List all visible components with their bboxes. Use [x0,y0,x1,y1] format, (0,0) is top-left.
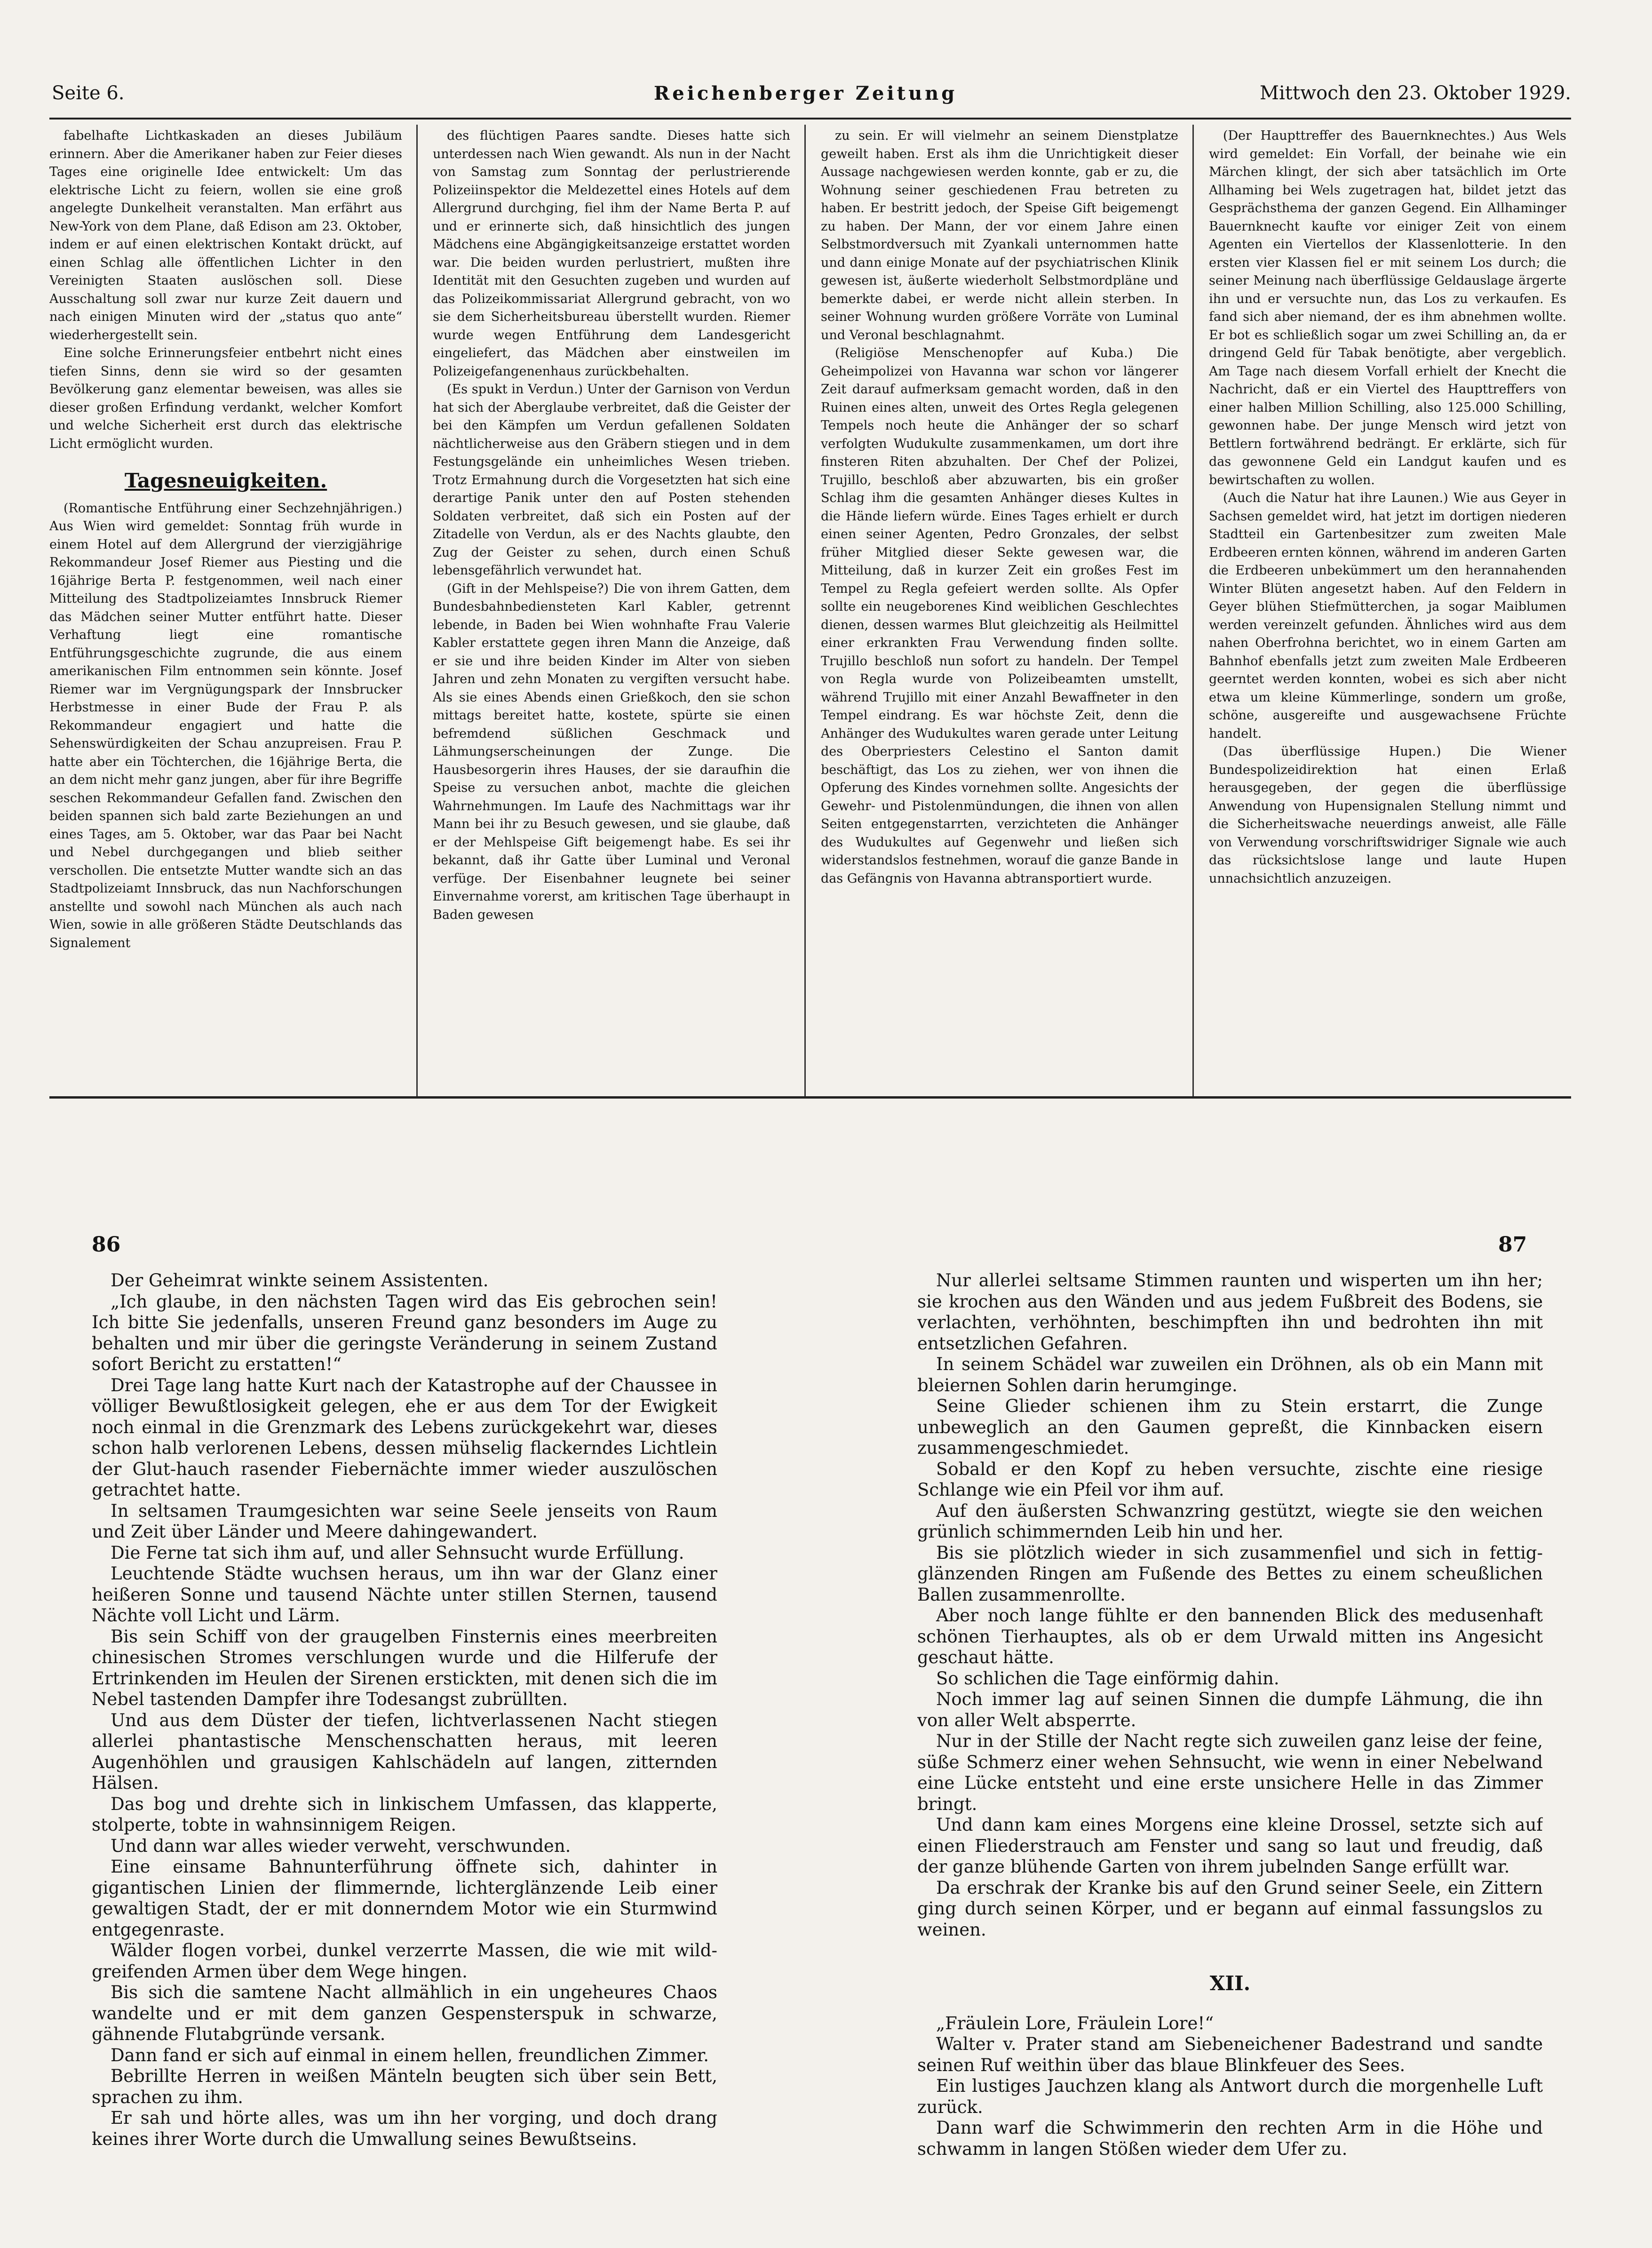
article-paragraph: fabelhafte Lichtkaskaden an dieses Jubiläum erinnern. Aber die Amerikaner haben zur Feier dieses Tages eine originelle Idee entwickelt: Um das elektrische Licht zu feiern, wollen sie eine groß angelegte Dunkelheit veranstalten. Man erfährt aus New-York von dem Plane, daß Edison am 23. Oktober, indem er auf einen elektrischen Kontakt drückt, auf einen Schlag alle öffentlichen Lichter in den Vereinigten Staaten auslöschen soll. Diese Ausschaltung soll zwar nur kurze Zeit dauern und nach einigen Minuten wird der „status quo ante“ wiederhergestellt sein. [49,128,402,343]
masthead: Reichenberger Zeitung [654,82,958,104]
book-page-number-left: 86 [92,1233,121,1257]
book-paragraph: Nur allerlei seltsame Stimmen raunten und wisperten um ihn her; sie krochen aus den Wänden und aus jedem Fußbreit des Bodens, sie verlachten, verhöhnten, beschimpften ihn und bedrohten ihn mit entsetzlichen Gefahren. [917,1270,1543,1354]
book-paragraph: Walter v. Prater stand am Siebeneichener Badestrand und sandte seinen Ruf weithin über das blaue Blinkfeuer des Sees. [917,2034,1543,2075]
header-rule [49,118,1571,120]
article-paragraph: (Gift in der Mehlspeise?) Die von ihrem Gatten, dem Bundesbahnbediensteten Karl Kabler, getrennt lebende, in Baden bei Wien wohnhafte Frau Valerie Kabler erstattete gegen ihren Mann die Anzeige, daß er sie und ihre beiden Kinder im Alter von sieben Jahren und zehn Monaten zu vergiften versucht habe. Als sie eines Abends einen Grießkoch, den sie schon mittags bereitet hatte, kostete, spürte sie einen befremdend süßlichen Geschmack und Lähmungserscheinungen der Zunge. Die Hausbesorgerin ihres Hauses, der sie daraufhin die Speise zu versuchen anbot, machte die gleichen Wahrnehmungen. Im Laufe des Nachmittags war ihr Mann bei ihr zu Besuch gewesen, und sie glaube, daß er der Mehlspeise Gift beigemengt habe. Es sei ihr bekannt, daß ihr Gatte über Luminal und Veronal verfüge. Der Eisenbahner leugnete bei seiner Einvernahme vorerst, am kritischen Tage überhaupt in Baden gewesen [433,581,790,922]
book-page-number-right: 87 [1498,1233,1527,1257]
newspaper-column-2 [433,127,790,1092]
book-paragraph: „Fräulein Lore, Fräulein Lore!“ [936,2013,1214,2033]
newspaper-header [47,82,1571,115]
article-paragraph: (Das überflüssige Hupen.) Die Wiener Bundespolizeidirektion hat einen Erlaß herausgegeben, der gegen die überflüssige Anwendung von Hupensignalen Stellung nimmt und die Sicherheitswache neuerdings anweist, alle Fälle von Verwendung vorschriftswidriger Signale wie auch das rücksichtslose lange und laute Hupen unnachsichtlich anzuzeigen. [1209,744,1566,886]
book-paragraph: Ein lustiges Jauchzen klang als Antwort durch die morgenhelle Luft zurück. [917,2076,1543,2117]
book-paragraph: Bebrillte Herren in weißen Mänteln beugten sich über sein Bett, sprachen zu ihm. [92,2066,717,2107]
book-paragraph: In seinem Schädel war zuweilen ein Dröhnen, als ob ein Mann mit bleiernen Sohlen darin herumginge. [917,1354,1543,1395]
book-paragraph: Auf den äußersten Schwanzring gestützt, wiegte sie den weichen grünlich schimmernden Leib hin und her. [917,1500,1543,1542]
book-page-left [92,1270,717,2202]
column-divider [1192,125,1194,1096]
book-paragraph: Drei Tage lang hatte Kurt nach der Katastrophe auf der Chaussee in völliger Bewußtlosigkeit gelegen, ehe er aus dem Tor der Ewigkeit noch einmal in die Grenzmark des Lebens zurückgekehrt war, dieses schon halb verlorenen Lebens, dessen mühselig flackerndes Lichtlein der Glut-hauch rasender Fiebernächte immer wieder auszulöschen getrachtet hatte. [92,1375,717,1500]
book-paragraph: Die Ferne tat sich ihm auf, und aller Sehnsucht wurde Erfüllung. [111,1542,684,1563]
book-paragraph: Bis sich die samtene Nacht allmählich in ein ungeheures Chaos wandelte und er mit dem ganzen Gespensterspuk in schwarze, gähnende Flutabgründe versank. [92,1982,717,2044]
article-paragraph: (Der Haupttreffer des Bauernknechtes.) Aus Wels wird gemeldet: Ein Vorfall, der beinahe wie ein Märchen klingt, der sich aber tatsächlich im Orte Allhaming bei Wels zugetragen hat, bildet jetzt das Gesprächsthema der ganzen Gegend. Ein Allhaminger Bauernknecht kaufte vor einiger Zeit von einem Agenten ein Viertellos der Klassenlotterie. In den ersten vier Klassen fiel er mit seinem Los durch; die seiner Meinung nach überflüssige Geldauslage ärgerte ihn und er versuchte nun, das Los zu verkaufen. Es fand sich aber niemand, der es ihm abnehmen wollte. Er bot es schließlich sogar um zwei Schilling an, da er dringend Geld für Tabak benötigte, aber vergeblich. Am Tage nach diesem Vorfall erhielt der Knecht die Nachricht, daß er ein Viertel des Haupttreffers von einer halben Million Schilling, also 125.000 Schilling, gewonnen habe. Der junge Mensch wird jetzt von Bettlern fortwährend bedrängt. Er erklärte, sich für das gewonnene Geld ein Landgut kaufen und es bewirtschaften zu wollen. [1209,128,1566,487]
book-paragraph: Eine einsame Bahnunterführung öffnete sich, dahinter in gigantischen Linien der flimmernde, lichterglänzende Leib einer gewaltigen Stadt, der er mit donnerndem Motor wie ein Sturmwind entgegenraste. [92,1857,717,1940]
book-paragraph: Aber noch lange fühlte er den bannenden Blick des medusenhaft schönen Tierhauptes, als ob er dem Urwald mitten ins Angesicht geschaut hätte. [917,1605,1543,1667]
book-paragraph: Bis sie plötzlich wieder in sich zusammenfiel und sich in fettig-glänzenden Ringen am Fußende des Bettes zu einem scheußlichen Ballen zusammenrollte. [917,1542,1543,1605]
column-divider [416,125,418,1096]
newspaper-bottom-rule [49,1096,1571,1099]
book-paragraph: So schlichen die Tage einförmig dahin. [936,1668,1279,1689]
article-paragraph: (Es spukt in Verdun.) Unter der Garnison von Verdun hat sich der Aberglaube verbreitet, daß die Geister der bei den Kämpfen um Verdun gefallenen Soldaten nächtlicherweise aus den Gräbern stiegen und in dem Festungsgelände ein unheimliches Wesen trieben. Trotz Ermahnung durch die Vorgesetzten hat sich eine derartige Panik unter den auf Posten stehenden Soldaten verbreitet, daß sich ein Posten auf der Zitadelle von Verdun, als er des Nachts glaubte, den Zug der Geister zu sehen, durch einen Schuß lebensgefährlich verwundet hat. [433,382,790,578]
book-paragraph: Da erschrak der Kranke bis auf den Grund seiner Seele, ein Zittern ging durch seinen Körper, und er begann auf einmal fassungslos zu weinen. [917,1877,1543,1940]
issue-date: Mittwoch den 23. Oktober 1929. [1260,82,1571,104]
book-paragraph: Das bog und drehte sich in linkischem Umfassen, das klapperte, stolperte, tobte in wahnsinnigem Reigen. [92,1794,717,1835]
article-paragraph: Eine solche Erinnerungsfeier entbehrt nicht eines tiefen Sinns, denn sie wird so der gesamten Bevölkerung ganz elementar beweisen, was alles sie dieser großen Erfindung verdankt, welcher Komfort und welche Sicherheit erst durch das elektrische Licht ermöglicht wurden. [49,346,402,451]
book-paragraph: Der Geheimrat winkte seinem Assistenten. [111,1270,489,1291]
book-paragraph: Leuchtende Städte wuchsen heraus, um ihn war der Glanz einer heißeren Sonne und tausend Nächte unter stillen Sternen, tausend Nächte voll Licht und Lärm. [92,1563,717,1626]
book-paragraph: Und dann war alles wieder verweht, verschwunden. [111,1835,571,1856]
book-paragraph: Dann fand er sich auf einmal in einem hellen, freundlichen Zimmer. [111,2045,709,2065]
article-paragraph: zu sein. Er will vielmehr an seinem Dienstplatze geweilt haben. Erst als ihm die Unrichtigkeit dieser Aussage nachgewiesen werden konnte, gab er zu, die Wohnung seiner geschiedenen Frau betreten zu haben. Er bestritt jedoch, der Speise Gift beigemengt zu haben. Der Mann, der vor einem Jahre einen Selbstmordversuch mit Zyankali unternommen hatte und dann einige Monate auf der psychiatrischen Klinik gewesen ist, äußerte wiederholt Selbstmordpläne und bemerkte dabei, er werde nicht allein sterben. In seiner Wohnung wurden größere Vorräte von Luminal und Veronal beschlagnahmt. [821,128,1178,343]
article-paragraph: (Religiöse Menschenopfer auf Kuba.) Die Geheimpolizei von Havanna war schon vor längerer Zeit darauf aufmerksam gemacht worden, daß in den Ruinen eines alten, unweit des Ortes Regla gelegenen Tempels noch heute die Anhänger der so scharf verfolgten Wudukulte zusammenkamen, um dort ihre finsteren Riten abzuhalten. Der Chef der Polizei, Trujillo, beschloß aber abzuwarten, bis ein großer Schlag ihm die gesamten Anhänger dieses Kultes in die Hände liefern würde. Eines Tages erhielt er durch einen seiner Agenten, Pedro Gronzales, der selbst früher Mitglied dieser Sekte gewesen war, die Mitteilung, daß in kurzer Zeit ein großes Fest im Tempel zu Regla gefeiert werden sollte. Als Opfer sollte ein neugeborenes Kind weiblichen Geschlechtes dienen, dessen warmes Blut gleichzeitig als Heilmittel einer erkrankten Frau Verwendung finden sollte. Trujillo beschloß nun sofort zu handeln. Der Tempel von Regla wurde von Polizeibeamten umstellt, während Trujillo mit einer Anzahl Bewaffneter in den Tempel eindrang. Es war höchste Zeit, denn die Anhänger des Wudukultes waren gerade unter Leitung des Oberpriesters Celestino el Santon damit beschäftigt, das Los zu ziehen, wer von ihnen die Opferung des Kindes vornehmen sollte. Angesichts der Gewehr- und Pistolenmündungen, die ihnen von allen Seiten entgegenstarrten, verzichteten die Anhänger des Wudukultes auf Gegenwehr und ließen sich widerstandslos festnehmen, worauf die ganze Bande in das Gefängnis von Havanna abtransportiert wurde. [821,346,1178,886]
article-paragraph: (Auch die Natur hat ihre Launen.) Wie aus Geyer in Sachsen gemeldet wird, hat jetzt im dortigen niederen Stadtteil ein Gartenbesitzer zum zweiten Male Erdbeeren ernten können, während im anderen Garten die Erdbeeren unbekümmert um den herannahenden Winter Blüten angesetzt haben. Auf den Feldern in Geyer blühen Stiefmütterchen, ja sogar Maiblumen werden vereinzelt gefunden. Ähnliches wird aus dem nahen Oberfrohna berichtet, wo in einem Garten am Bahnhof ebenfalls jetzt zum zweiten Male Erdbeeren geerntet werden konnten, wobei es sich aber nicht etwa um kleine Kümmerlinge, sondern um große, schöne, ausgereifte und ausgewachsene Früchte handelt. [1209,491,1566,741]
book-paragraph: Nur in der Stille der Nacht regte sich zuweilen ganz leise der feine, süße Schmerz einer wehen Sehnsucht, wie wenn in einer Nebelwand eine Lücke entsteht und eine erste unsichere Helle in das Zimmer bringt. [917,1731,1543,1814]
article-paragraph: (Romantische Entführung einer Sechzehnjährigen.) Aus Wien wird gemeldet: Sonntag früh wurde in einem Hotel auf dem Allergrund der vierzigjährige Rekommandeur Josef Riemer aus Piesting und die 16jährige Berta P. festgenommen, weil nach einer Mitteilung des Stadtpolizeiamtes Innsbruck Riemer das Mädchen seiner Mutter entführt hatte. Dieser Verhaftung liegt eine romantische Entführungsgeschichte zugrunde, die aus einem amerikanischen Film entnommen sein könnte. Josef Riemer war im Vergnügungspark der Innsbrucker Herbstmesse in einer Bude der Frau P. als Rekommandeur engagiert und hatte die Sehenswürdigkeiten der Schau anzupreisen. Frau P. hatte aber ein Töchterchen, die 16jährige Berta, die an dem nicht mehr ganz jungen, aber für ihre Begriffe seschen Rekommandeur Gefallen fand. Zwischen den beiden spannen sich bald zarte Beziehungen an und eines Tages, am 5. Oktober, war das Paar bei Nacht und Nebel durchgegangen und blieb seither verschollen. Die entsetzte Mutter wandte sich an das Stadtpolizeiamt Innsbruck, das nun Nachforschungen anstellte und sowohl nach München als auch nach Wien, sowie in alle größeren Städte Deutschlands das Signalement [49,501,402,950]
newspaper-column-3 [821,127,1178,1092]
book-paragraph: Dann warf die Schwimmerin den rechten Arm in die Höhe und schwamm in langen Stößen wieder dem Ufer zu. [917,2118,1543,2159]
book-paragraph: Seine Glieder schienen ihm zu Stein erstarrt, die Zunge unbeweglich an den Gaumen gepreßt, die Kinnbacken eisern zusammengeschmiedet. [917,1396,1543,1458]
book-page-right [917,1270,1543,2202]
book-paragraph: Wälder flogen vorbei, dunkel verzerrte Massen, die wie mit wild-greifenden Armen über dem Wege hingen. [92,1940,717,1982]
book-paragraph: Und dann kam eines Morgens eine kleine Drossel, setzte sich auf einen Fliederstrauch am Fenster und sang so laut und freudig, daß der ganze blühende Garten von ihrem jubelnden Sange erfüllt war. [917,1815,1543,1877]
book-paragraph: Er sah und hörte alles, was um ihn her vorging, und doch drang keines ihrer Worte durch die Umwallung seines Bewußtseins. [92,2108,717,2149]
article-paragraph: des flüchtigen Paares sandte. Dieses hatte sich unterdessen nach Wien gewandt. Als nun in der Nacht von Samstag zum Sonntag der perlustrierende Polizeiinspektor die Meldezettel eines Hotels auf dem Allergrund durchging, fiel ihm der Name Berta P. auf und er erinnerte sich, daß hinsichtlich des jungen Mädchens eine Abgängigkeitsanzeige erstattet worden war. Die beiden wurden perlustriert, mußten ihre Identität mit den Gesuchten zugeben und wurden auf das Polizeikommissariat Allergrund gebracht, von wo sie dem Sicherheitsbureau überstellt wurden. Riemer wurde wegen Entführung dem Landesgericht eingeliefert, das Mädchen aber einstweilen im Polizeigefangenenhaus zurückbehalten. [433,128,790,379]
newspaper-column-4 [1209,127,1566,1092]
book-paragraph: Und aus dem Düster der tiefen, lichtverlassenen Nacht stiegen allerlei phantastische Menschenschatten heraus, mit leeren Augenhöhlen und grausigen Kahlschädeln auf langen, zitternden Hälsen. [92,1710,717,1793]
chapter-heading: XII. [1209,1972,1251,1995]
column-divider [804,125,806,1096]
book-paragraph: „Ich glaube, in den nächsten Tagen wird das Eis gebrochen sein! Ich bitte Sie jedenfalls, unseren Freund ganz besonders im Auge zu behalten und mir über die geringste Veränderung in seinem Zustand sofort Bericht zu erstatten!“ [92,1291,717,1374]
book-paragraph: In seltsamen Traumgesichten war seine Seele jenseits von Raum und Zeit über Länder und Meere dahingewandert. [92,1500,717,1542]
page-label: Seite 6. [52,82,125,104]
book-paragraph: Sobald er den Kopf zu heben versuchte, zischte eine riesige Schlange wie ein Pfeil vor ihm auf. [917,1459,1543,1500]
book-paragraph: Bis sein Schiff von der graugelben Finsternis eines meerbreiten chinesischen Stromes verschlungen wurde und die Hilferufe der Ertrinkenden im Heulen der Sirenen erstickten, mit denen sich die im Nebel tastenden Dampfer ihre Todesangst zubrüllten. [92,1626,717,1709]
section-heading: Tagesneuigkeiten. [124,469,327,492]
newspaper-column-1 [49,127,402,1092]
book-paragraph: Noch immer lag auf seinen Sinnen die dumpfe Lähmung, die ihn von aller Welt absperrte. [917,1689,1543,1730]
